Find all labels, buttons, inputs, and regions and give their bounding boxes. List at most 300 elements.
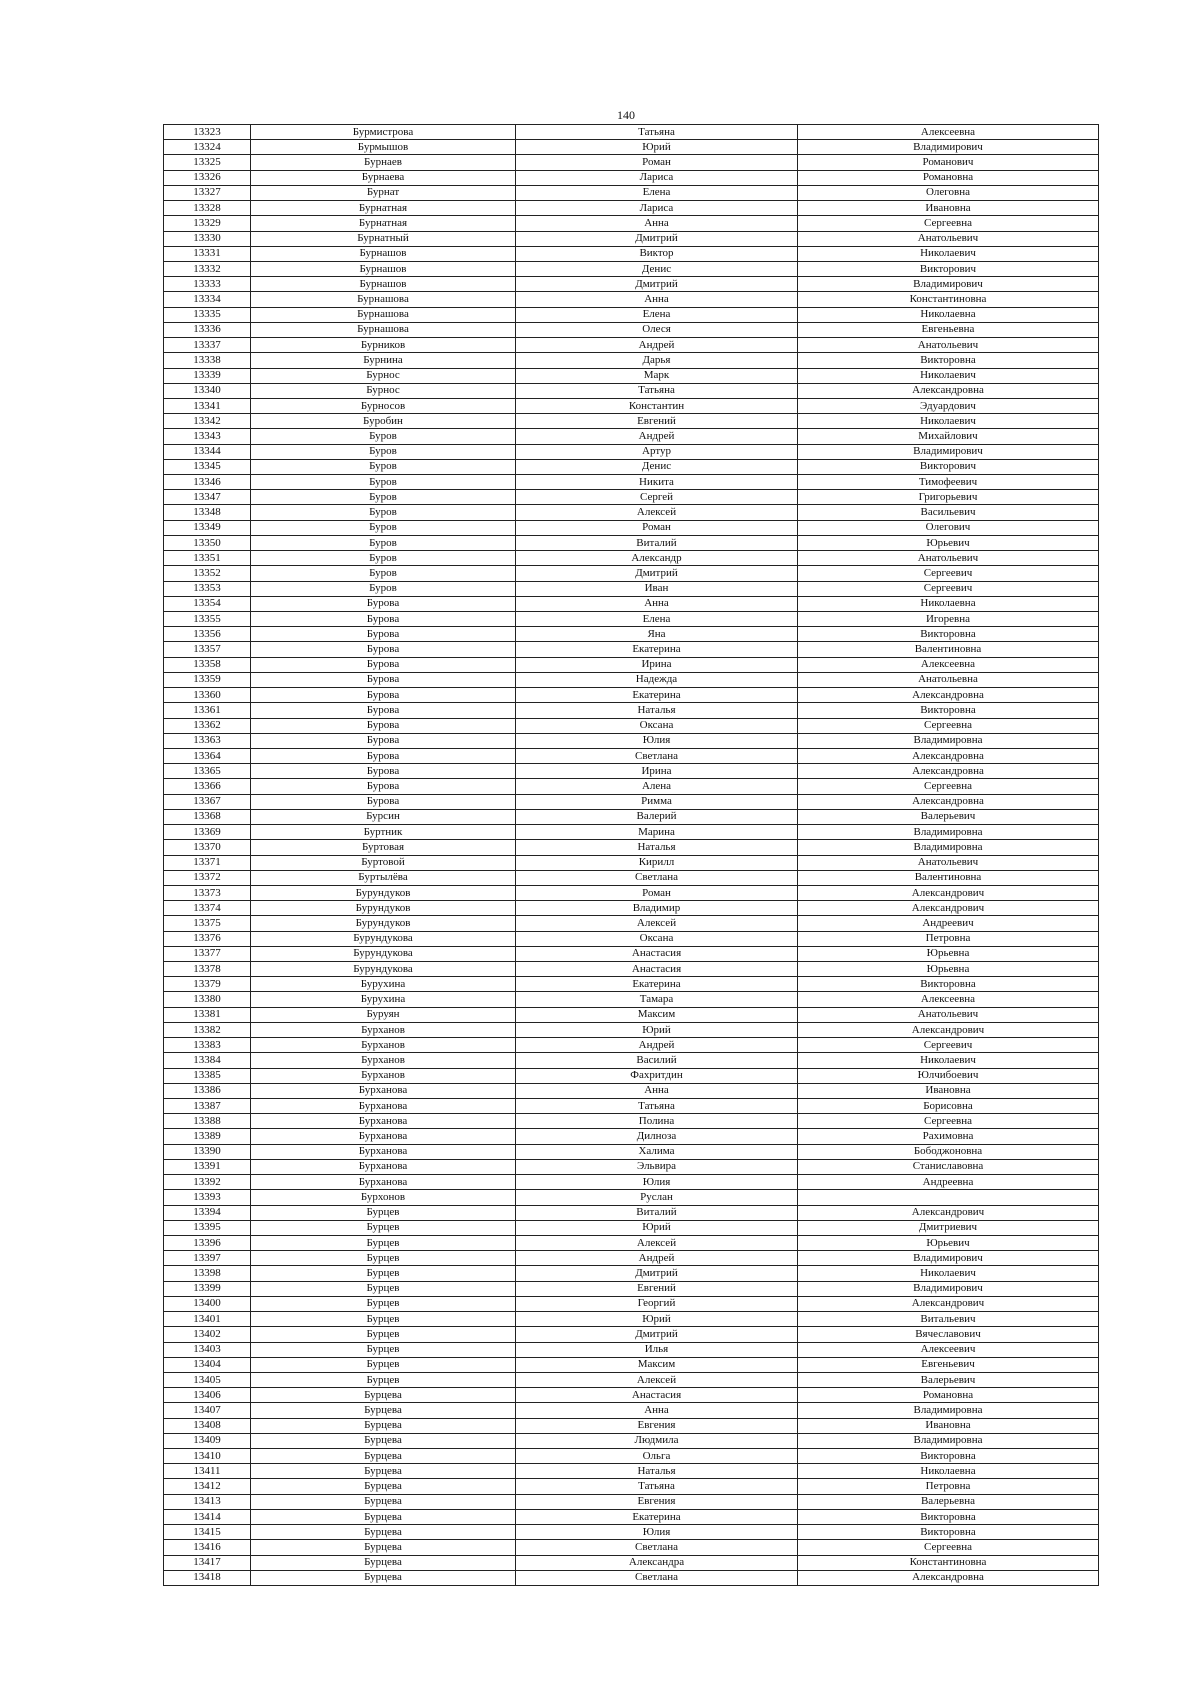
first-name-cell: Кирилл: [516, 855, 798, 870]
first-name-cell: Юлия: [516, 1175, 798, 1190]
table-row: [164, 444, 1099, 459]
table-row: [164, 901, 1099, 916]
last-name-cell: Бурнатная: [251, 201, 516, 216]
row-number-cell: 13324: [164, 140, 251, 155]
table-row: [164, 277, 1099, 292]
row-number-cell: 13362: [164, 718, 251, 733]
row-number-cell: 13355: [164, 612, 251, 627]
patronymic-cell: Петровна: [798, 931, 1099, 946]
first-name-cell: Андрей: [516, 1251, 798, 1266]
first-name-cell: Екатерина: [516, 642, 798, 657]
first-name-cell: Ольга: [516, 1449, 798, 1464]
patronymic-cell: Ивановна: [798, 1418, 1099, 1433]
table-row: [164, 368, 1099, 383]
last-name-cell: Бурнашова: [251, 292, 516, 307]
patronymic-cell: Владимировна: [798, 1403, 1099, 1418]
row-number-cell: 13372: [164, 870, 251, 885]
patronymic-cell: Викторовна: [798, 1525, 1099, 1540]
first-name-cell: Юрий: [516, 1220, 798, 1235]
first-name-cell: Светлана: [516, 870, 798, 885]
first-name-cell: Светлана: [516, 748, 798, 763]
table-row: [164, 1525, 1099, 1540]
first-name-cell: Александр: [516, 551, 798, 566]
row-number-cell: 13399: [164, 1281, 251, 1296]
row-number-cell: 13377: [164, 946, 251, 961]
row-number-cell: 13410: [164, 1449, 251, 1464]
row-number-cell: 13336: [164, 322, 251, 337]
last-name-cell: Бурцева: [251, 1418, 516, 1433]
row-number-cell: 13392: [164, 1175, 251, 1190]
row-number-cell: 13382: [164, 1022, 251, 1037]
last-name-cell: Бурундукова: [251, 962, 516, 977]
last-name-cell: Буртник: [251, 825, 516, 840]
last-name-cell: Бурцев: [251, 1327, 516, 1342]
last-name-cell: Бурнос: [251, 383, 516, 398]
patronymic-cell: Андреевна: [798, 1175, 1099, 1190]
last-name-cell: Бурова: [251, 718, 516, 733]
row-number-cell: 13333: [164, 277, 251, 292]
first-name-cell: Сергей: [516, 490, 798, 505]
table-row: [164, 1357, 1099, 1372]
registry-body: [164, 125, 1099, 1586]
first-name-cell: Татьяна: [516, 1099, 798, 1114]
table-row: [164, 551, 1099, 566]
first-name-cell: Максим: [516, 1007, 798, 1022]
patronymic-cell: Александровна: [798, 383, 1099, 398]
table-row: [164, 794, 1099, 809]
table-row: [164, 1053, 1099, 1068]
row-number-cell: 13337: [164, 338, 251, 353]
last-name-cell: Буров: [251, 581, 516, 596]
row-number-cell: 13369: [164, 825, 251, 840]
patronymic-cell: Борисовна: [798, 1099, 1099, 1114]
row-number-cell: 13390: [164, 1144, 251, 1159]
patronymic-cell: Николаевич: [798, 246, 1099, 261]
row-number-cell: 13415: [164, 1525, 251, 1540]
last-name-cell: Бурухина: [251, 977, 516, 992]
first-name-cell: Дмитрий: [516, 1327, 798, 1342]
table-row: [164, 216, 1099, 231]
patronymic-cell: Евгеньевич: [798, 1357, 1099, 1372]
patronymic-cell: Владимировна: [798, 733, 1099, 748]
last-name-cell: Буров: [251, 459, 516, 474]
table-row: [164, 642, 1099, 657]
last-name-cell: Бурцев: [251, 1312, 516, 1327]
row-number-cell: 13406: [164, 1388, 251, 1403]
last-name-cell: Бурцев: [251, 1296, 516, 1311]
patronymic-cell: Николаевич: [798, 414, 1099, 429]
patronymic-cell: Александровна: [798, 794, 1099, 809]
patronymic-cell: Станиславовна: [798, 1159, 1099, 1174]
last-name-cell: Буров: [251, 520, 516, 535]
patronymic-cell: Юрьевич: [798, 1235, 1099, 1250]
first-name-cell: Наталья: [516, 1464, 798, 1479]
first-name-cell: Лариса: [516, 170, 798, 185]
patronymic-cell: Валерьевна: [798, 1494, 1099, 1509]
last-name-cell: Бурсин: [251, 809, 516, 824]
table-row: [164, 398, 1099, 413]
first-name-cell: Олеся: [516, 322, 798, 337]
last-name-cell: Бурцева: [251, 1540, 516, 1555]
first-name-cell: Тамара: [516, 992, 798, 1007]
first-name-cell: Лариса: [516, 201, 798, 216]
last-name-cell: Бурханова: [251, 1144, 516, 1159]
last-name-cell: Бурцев: [251, 1281, 516, 1296]
row-number-cell: 13358: [164, 657, 251, 672]
row-number-cell: 13386: [164, 1083, 251, 1098]
last-name-cell: Бурмистрова: [251, 125, 516, 140]
row-number-cell: 13370: [164, 840, 251, 855]
row-number-cell: 13340: [164, 383, 251, 398]
last-name-cell: Бурханова: [251, 1175, 516, 1190]
row-number-cell: 13352: [164, 566, 251, 581]
first-name-cell: Виталий: [516, 1205, 798, 1220]
first-name-cell: Оксана: [516, 931, 798, 946]
row-number-cell: 13394: [164, 1205, 251, 1220]
table-row: [164, 1509, 1099, 1524]
first-name-cell: Евгений: [516, 414, 798, 429]
first-name-cell: Анна: [516, 292, 798, 307]
last-name-cell: Бурханов: [251, 1068, 516, 1083]
last-name-cell: Бурундукова: [251, 931, 516, 946]
first-name-cell: Татьяна: [516, 1479, 798, 1494]
row-number-cell: 13393: [164, 1190, 251, 1205]
patronymic-cell: Анатольевич: [798, 855, 1099, 870]
table-row: [164, 185, 1099, 200]
table-row: [164, 1068, 1099, 1083]
table-row: [164, 885, 1099, 900]
patronymic-cell: Владимирович: [798, 444, 1099, 459]
row-number-cell: 13347: [164, 490, 251, 505]
first-name-cell: Ирина: [516, 764, 798, 779]
patronymic-cell: Викторовна: [798, 977, 1099, 992]
last-name-cell: Буров: [251, 490, 516, 505]
row-number-cell: 13325: [164, 155, 251, 170]
last-name-cell: Бурова: [251, 657, 516, 672]
last-name-cell: Бурцев: [251, 1235, 516, 1250]
row-number-cell: 13339: [164, 368, 251, 383]
table-row: [164, 1418, 1099, 1433]
last-name-cell: Бурнос: [251, 368, 516, 383]
patronymic-cell: Алексеевна: [798, 125, 1099, 140]
row-number-cell: 13378: [164, 962, 251, 977]
last-name-cell: Бурцев: [251, 1372, 516, 1387]
row-number-cell: 13380: [164, 992, 251, 1007]
first-name-cell: Наталья: [516, 840, 798, 855]
row-number-cell: 13327: [164, 185, 251, 200]
table-row: [164, 1129, 1099, 1144]
row-number-cell: 13387: [164, 1099, 251, 1114]
first-name-cell: Евгения: [516, 1494, 798, 1509]
last-name-cell: Бурова: [251, 764, 516, 779]
row-number-cell: 13366: [164, 779, 251, 794]
first-name-cell: Андрей: [516, 1038, 798, 1053]
last-name-cell: Бурундуков: [251, 885, 516, 900]
patronymic-cell: Константиновна: [798, 292, 1099, 307]
patronymic-cell: Сергеевна: [798, 718, 1099, 733]
table-row: [164, 855, 1099, 870]
table-row: [164, 1159, 1099, 1174]
patronymic-cell: Сергеевна: [798, 779, 1099, 794]
last-name-cell: Бурова: [251, 703, 516, 718]
first-name-cell: Максим: [516, 1357, 798, 1372]
table-row: [164, 1099, 1099, 1114]
first-name-cell: Елена: [516, 307, 798, 322]
first-name-cell: Дарья: [516, 353, 798, 368]
patronymic-cell: Евгеньевна: [798, 322, 1099, 337]
patronymic-cell: Александрович: [798, 885, 1099, 900]
patronymic-cell: Алексеевна: [798, 657, 1099, 672]
patronymic-cell: Юлчибоевич: [798, 1068, 1099, 1083]
patronymic-cell: Валерьевич: [798, 809, 1099, 824]
last-name-cell: Бурнашов: [251, 277, 516, 292]
first-name-cell: Римма: [516, 794, 798, 809]
patronymic-cell: Александровна: [798, 1570, 1099, 1585]
last-name-cell: Бурова: [251, 794, 516, 809]
last-name-cell: Бурцева: [251, 1479, 516, 1494]
first-name-cell: Анастасия: [516, 946, 798, 961]
last-name-cell: Буров: [251, 475, 516, 490]
row-number-cell: 13328: [164, 201, 251, 216]
last-name-cell: Буробин: [251, 414, 516, 429]
first-name-cell: Илья: [516, 1342, 798, 1357]
row-number-cell: 13326: [164, 170, 251, 185]
patronymic-cell: Константиновна: [798, 1555, 1099, 1570]
row-number-cell: 13349: [164, 520, 251, 535]
first-name-cell: Алексей: [516, 1372, 798, 1387]
first-name-cell: Юлия: [516, 733, 798, 748]
last-name-cell: Буртылёва: [251, 870, 516, 885]
table-row: [164, 231, 1099, 246]
row-number-cell: 13331: [164, 246, 251, 261]
first-name-cell: Надежда: [516, 672, 798, 687]
first-name-cell: Татьяна: [516, 125, 798, 140]
table-row: [164, 490, 1099, 505]
first-name-cell: Ирина: [516, 657, 798, 672]
patronymic-cell: Владимировна: [798, 840, 1099, 855]
table-row: [164, 931, 1099, 946]
row-number-cell: 13353: [164, 581, 251, 596]
table-row: [164, 764, 1099, 779]
last-name-cell: Бурносов: [251, 398, 516, 413]
patronymic-cell: Петровна: [798, 1479, 1099, 1494]
row-number-cell: 13368: [164, 809, 251, 824]
table-row: [164, 505, 1099, 520]
first-name-cell: Руслан: [516, 1190, 798, 1205]
first-name-cell: Анна: [516, 216, 798, 231]
table-row: [164, 718, 1099, 733]
table-row: [164, 459, 1099, 474]
row-number-cell: 13343: [164, 429, 251, 444]
first-name-cell: Евгений: [516, 1281, 798, 1296]
first-name-cell: Алексей: [516, 916, 798, 931]
row-number-cell: 13404: [164, 1357, 251, 1372]
row-number-cell: 13345: [164, 459, 251, 474]
first-name-cell: Роман: [516, 520, 798, 535]
patronymic-cell: Алексеевна: [798, 992, 1099, 1007]
table-row: [164, 429, 1099, 444]
last-name-cell: Буров: [251, 551, 516, 566]
patronymic-cell: Сергеевич: [798, 566, 1099, 581]
last-name-cell: Бурников: [251, 338, 516, 353]
row-number-cell: 13335: [164, 307, 251, 322]
first-name-cell: Виктор: [516, 246, 798, 261]
patronymic-cell: Викторович: [798, 459, 1099, 474]
first-name-cell: Александра: [516, 1555, 798, 1570]
first-name-cell: Дилноза: [516, 1129, 798, 1144]
first-name-cell: Юрий: [516, 1312, 798, 1327]
table-row: [164, 1342, 1099, 1357]
last-name-cell: Бурцева: [251, 1570, 516, 1585]
first-name-cell: Василий: [516, 1053, 798, 1068]
last-name-cell: Бурухина: [251, 992, 516, 1007]
last-name-cell: Бурнаева: [251, 170, 516, 185]
row-number-cell: 13354: [164, 596, 251, 611]
patronymic-cell: Николаевна: [798, 307, 1099, 322]
last-name-cell: Бурхонов: [251, 1190, 516, 1205]
last-name-cell: Бурцева: [251, 1403, 516, 1418]
patronymic-cell: Викторовна: [798, 1509, 1099, 1524]
last-name-cell: Бурундуков: [251, 916, 516, 931]
first-name-cell: Роман: [516, 155, 798, 170]
patronymic-cell: Сергеевна: [798, 1540, 1099, 1555]
last-name-cell: Бурова: [251, 688, 516, 703]
patronymic-cell: Анатольевич: [798, 551, 1099, 566]
table-row: [164, 733, 1099, 748]
table-row: [164, 1281, 1099, 1296]
first-name-cell: Евгения: [516, 1418, 798, 1433]
patronymic-cell: Александрович: [798, 1022, 1099, 1037]
last-name-cell: Буров: [251, 444, 516, 459]
table-row: [164, 1022, 1099, 1037]
table-row: [164, 672, 1099, 687]
table-row: [164, 870, 1099, 885]
table-row: [164, 1494, 1099, 1509]
row-number-cell: 13383: [164, 1038, 251, 1053]
first-name-cell: Екатерина: [516, 1509, 798, 1524]
patronymic-cell: Викторовна: [798, 627, 1099, 642]
table-row: [164, 1205, 1099, 1220]
table-row: [164, 1449, 1099, 1464]
patronymic-cell: Александрович: [798, 901, 1099, 916]
table-row: [164, 140, 1099, 155]
patronymic-cell: Александрович: [798, 1296, 1099, 1311]
first-name-cell: Андрей: [516, 338, 798, 353]
patronymic-cell: Романовна: [798, 1388, 1099, 1403]
table-row: [164, 916, 1099, 931]
table-row: [164, 688, 1099, 703]
last-name-cell: Бурцев: [251, 1357, 516, 1372]
table-row: [164, 596, 1099, 611]
last-name-cell: Бурцев: [251, 1342, 516, 1357]
table-row: [164, 1312, 1099, 1327]
row-number-cell: 13351: [164, 551, 251, 566]
table-row: [164, 1372, 1099, 1387]
last-name-cell: Бурцев: [251, 1266, 516, 1281]
patronymic-cell: Викторович: [798, 261, 1099, 276]
table-row: [164, 125, 1099, 140]
patronymic-cell: Александровна: [798, 688, 1099, 703]
last-name-cell: Бурнатный: [251, 231, 516, 246]
patronymic-cell: Михайлович: [798, 429, 1099, 444]
row-number-cell: 13385: [164, 1068, 251, 1083]
row-number-cell: 13371: [164, 855, 251, 870]
last-name-cell: Бурцева: [251, 1494, 516, 1509]
table-row: [164, 1555, 1099, 1570]
table-row: [164, 612, 1099, 627]
table-row: [164, 1570, 1099, 1585]
first-name-cell: Андрей: [516, 429, 798, 444]
row-number-cell: 13402: [164, 1327, 251, 1342]
first-name-cell: Артур: [516, 444, 798, 459]
patronymic-cell: Николаевич: [798, 1053, 1099, 1068]
last-name-cell: Буртовая: [251, 840, 516, 855]
patronymic-cell: Эдуардович: [798, 398, 1099, 413]
patronymic-cell: Владимирович: [798, 1281, 1099, 1296]
table-row: [164, 338, 1099, 353]
last-name-cell: Бурова: [251, 596, 516, 611]
patronymic-cell: Алексеевич: [798, 1342, 1099, 1357]
last-name-cell: Бурцева: [251, 1555, 516, 1570]
table-row: [164, 307, 1099, 322]
first-name-cell: Дмитрий: [516, 1266, 798, 1281]
row-number-cell: 13381: [164, 1007, 251, 1022]
patronymic-cell: Юрьевна: [798, 946, 1099, 961]
first-name-cell: Екатерина: [516, 688, 798, 703]
last-name-cell: Бурнина: [251, 353, 516, 368]
patronymic-cell: Сергеевич: [798, 1038, 1099, 1053]
first-name-cell: Эльвира: [516, 1159, 798, 1174]
table-row: [164, 1114, 1099, 1129]
first-name-cell: Фахритдин: [516, 1068, 798, 1083]
first-name-cell: Юлия: [516, 1525, 798, 1540]
row-number-cell: 13405: [164, 1372, 251, 1387]
patronymic-cell: Рахимовна: [798, 1129, 1099, 1144]
first-name-cell: Алексей: [516, 505, 798, 520]
table-row: [164, 962, 1099, 977]
row-number-cell: 13413: [164, 1494, 251, 1509]
first-name-cell: Татьяна: [516, 383, 798, 398]
row-number-cell: 13418: [164, 1570, 251, 1585]
table-row: [164, 1327, 1099, 1342]
first-name-cell: Светлана: [516, 1540, 798, 1555]
row-number-cell: 13364: [164, 748, 251, 763]
row-number-cell: 13414: [164, 1509, 251, 1524]
row-number-cell: 13384: [164, 1053, 251, 1068]
table-row: [164, 581, 1099, 596]
patronymic-cell: Викторовна: [798, 703, 1099, 718]
patronymic-cell: [798, 1190, 1099, 1205]
row-number-cell: 13407: [164, 1403, 251, 1418]
row-number-cell: 13416: [164, 1540, 251, 1555]
first-name-cell: Елена: [516, 185, 798, 200]
table-row: [164, 353, 1099, 368]
table-row: [164, 840, 1099, 855]
table-row: [164, 1266, 1099, 1281]
row-number-cell: 13403: [164, 1342, 251, 1357]
table-row: [164, 1464, 1099, 1479]
patronymic-cell: Юрьевна: [798, 962, 1099, 977]
table-row: [164, 520, 1099, 535]
last-name-cell: Бурундуков: [251, 901, 516, 916]
first-name-cell: Полина: [516, 1114, 798, 1129]
patronymic-cell: Олегович: [798, 520, 1099, 535]
last-name-cell: Бурова: [251, 779, 516, 794]
row-number-cell: 13359: [164, 672, 251, 687]
first-name-cell: Юрий: [516, 1022, 798, 1037]
first-name-cell: Георгий: [516, 1296, 798, 1311]
first-name-cell: Никита: [516, 475, 798, 490]
